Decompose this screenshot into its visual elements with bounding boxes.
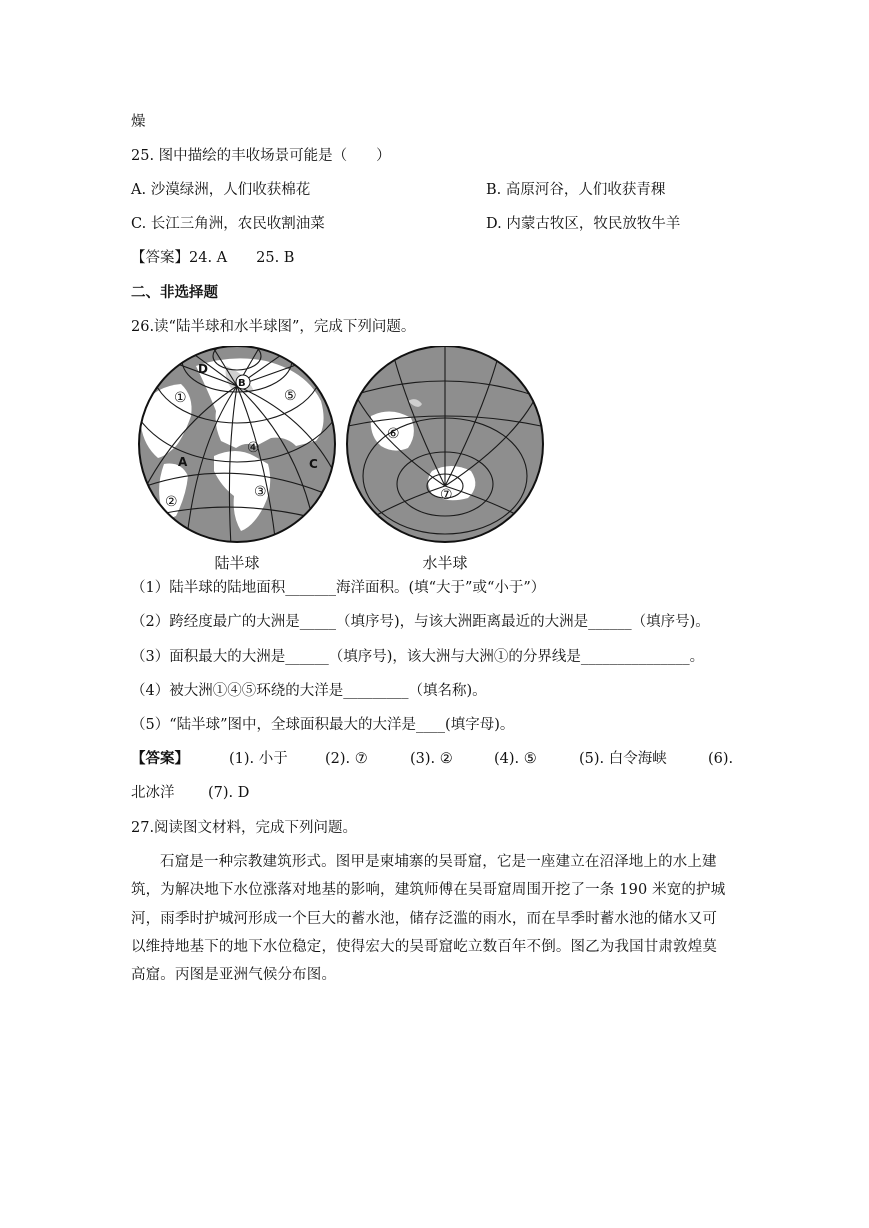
q26-sub-4: （4）被大洲①④⑤环绕的大洋是_________（填名称)。 <box>131 683 487 699</box>
svg-text:C: C <box>309 457 318 471</box>
svg-text:A: A <box>178 455 188 469</box>
q26-answer-2: (2). ⑦ <box>325 751 368 767</box>
q27-passage-line-4: 以维持地基下的地下水位稳定，使得宏大的吴哥窟屹立数百年不倒。图乙为我国甘肃敦煌莫 <box>131 938 717 955</box>
q26-answer-4: (4). ⑤ <box>494 751 537 767</box>
svg-text:⑤: ⑤ <box>284 388 297 404</box>
q25-option-c[interactable]: C. 长江三角洲，农民收割油菜 <box>131 216 325 232</box>
hemisphere-figure <box>136 346 546 576</box>
q26-answer-1: (1). 小于 <box>229 751 288 767</box>
water-hemisphere-globe <box>346 346 543 542</box>
top-char: 燥 <box>131 114 146 130</box>
q27-stem: 27.阅读图文材料，完成下列问题。 <box>131 820 358 836</box>
q26-sub-2: （2）跨经度最广的大洲是_____（填序号)，与该大洲距离最近的大洲是______（填序号)。 <box>131 614 710 630</box>
svg-text:①: ① <box>174 390 187 406</box>
q26-answer-label: 【答案】 <box>131 751 189 767</box>
q26-answer-3: (3). ② <box>410 751 453 767</box>
q27-passage-line-1: 石窟是一种宗教建筑形式。图甲是柬埔寨的吴哥窟，它是一座建立在沼泽地上的水上建 <box>160 854 717 870</box>
q25-stem: 25. 图中描绘的丰收场景可能是（ ） <box>131 148 391 164</box>
q27-passage <box>131 848 743 989</box>
svg-text:⑦: ⑦ <box>440 487 453 503</box>
answer-24-25: 【答案】24. A 25. B <box>131 250 295 266</box>
q25-option-a[interactable]: A. 沙漠绿洲，人们收获棉花 <box>131 182 311 198</box>
q27-passage-line-3: 河，雨季时护城河形成一个巨大的蓄水池，储存泛滥的雨水，而在旱季时蓄水池的储水又可 <box>131 910 717 927</box>
q26-stem: 26.读“陆半球和水半球图”，完成下列问题。 <box>131 319 416 335</box>
q26-answer-5: (5). 白令海峡 <box>579 751 667 767</box>
q27-passage-line-2: 筑，为解决地下水位涨落对地基的影响，建筑师傅在吴哥窟周围开挖了一条 190 米宽的护城 <box>131 882 726 899</box>
svg-text:④: ④ <box>247 440 260 456</box>
water-hemisphere-caption: 水半球 <box>422 554 468 572</box>
svg-text:D: D <box>198 362 208 376</box>
q26-sub-1: （1）陆半球的陆地面积_______海洋面积。(填“大于”或“小于”） <box>131 580 546 596</box>
q25-option-d[interactable]: D. 内蒙古牧区，牧民放牧牛羊 <box>486 216 681 232</box>
q26-sub-5: （5）“陆半球”图中，全球面积最大的大洋是____(填字母)。 <box>131 717 515 733</box>
q26-answer-6: (6). <box>708 751 734 767</box>
land-hemisphere-globe <box>136 346 347 546</box>
svg-text:B: B <box>238 378 246 389</box>
svg-text:⑥: ⑥ <box>387 426 400 442</box>
q27-passage-line-5: 高窟。丙图是亚洲气候分布图。 <box>131 967 337 984</box>
q25-option-b[interactable]: B. 高原河谷，人们收获青稞 <box>486 182 666 198</box>
q26-answer-7: (7). D <box>208 785 250 801</box>
q26-sub-3: （3）面积最大的大洲是______（填序号)，该大洲与大洲①的分界线是_______________。 <box>131 649 705 665</box>
section-title: 二、非选择题 <box>131 285 218 301</box>
q26-answer-6-text: 北冰洋 <box>131 785 175 801</box>
land-hemisphere-caption: 陆半球 <box>214 554 260 572</box>
svg-text:③: ③ <box>254 484 267 500</box>
svg-text:②: ② <box>165 494 178 510</box>
